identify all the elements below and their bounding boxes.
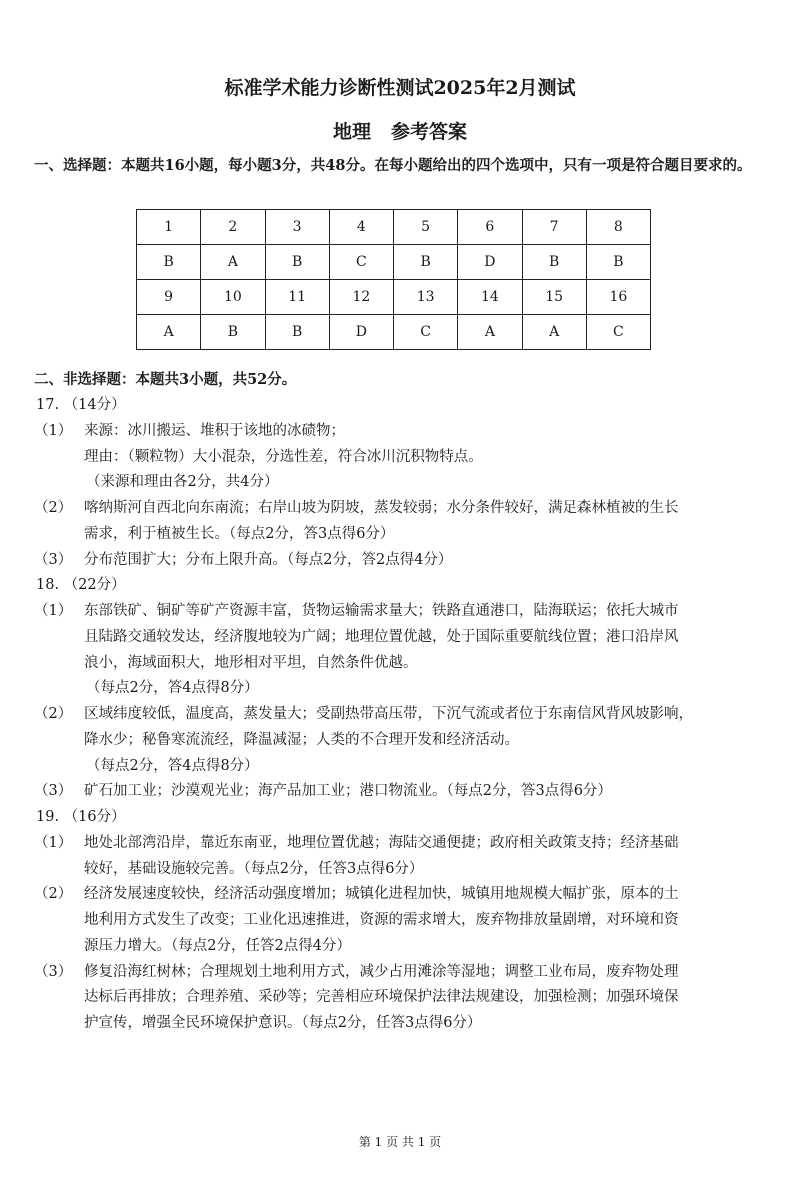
line-text: 达标后再排放；合理养殖、采砂等；完善相应环境保护法律法规建设，加强检测；加强环境保 [84, 989, 679, 1006]
answer-line [0, 1011, 800, 1037]
table-cell: 15 [522, 280, 586, 315]
subject-label: 地理 [332, 121, 371, 143]
line-text: 来源：冰川搬运、堆积于该地的冰碛物； [84, 422, 345, 439]
question-number-row [137, 210, 651, 245]
answer-line [0, 548, 800, 574]
line-text: 经济发展速度较快，经济活动强度增加；城镇化进程加快，城镇用地规模大幅扩张，原本的土 [84, 886, 679, 903]
table-cell: 14 [458, 280, 522, 315]
table-cell: 12 [329, 280, 393, 315]
answer-line [0, 496, 800, 522]
table-cell: B [137, 245, 201, 280]
table-cell: D [329, 315, 393, 350]
table-cell: B [394, 245, 458, 280]
table-cell: 1 [137, 210, 201, 245]
line-text: 矿石加工业；沙漠观光业；海产品加工业；港口物流业。（每点2分，答3点得6分） [84, 783, 612, 800]
document-title: 标准学术能力诊断性测试2025年2月测试 [224, 77, 576, 99]
sub-question-label: （2） [34, 706, 73, 722]
line-text: 需求，利于植被生长。（每点2分，答3点得6分） [84, 525, 395, 542]
answer-line [0, 676, 800, 702]
line-text: 理由：（颗粒物）大小混杂，分选性差，符合冰川沉积物特点。 [84, 448, 483, 465]
answer-line [0, 419, 800, 445]
table-cell: 11 [265, 280, 329, 315]
table-cell: B [586, 245, 650, 280]
answer-line [0, 960, 800, 986]
line-text: 18. （22分） [36, 577, 126, 594]
table-cell: D [458, 245, 522, 280]
line-text: 修复沿海红树林；合理规划土地利用方式，减少占用滩涂等湿地；调整工业布局，废弃物处理 [84, 963, 679, 980]
line-text: 喀纳斯河自西北向东南流；右岸山坡为阴坡，蒸发较弱；水分条件较好，满足森林植被的生长 [84, 500, 679, 516]
table-cell: 7 [522, 210, 586, 245]
sub-question-label: （3） [34, 783, 73, 800]
page-footer: 第 1 页 共 1 页 [358, 1135, 442, 1149]
answer-line [0, 470, 800, 496]
table-cell: 6 [458, 210, 522, 245]
table-cell: 3 [265, 210, 329, 245]
answer-body [0, 393, 800, 1037]
line-text: 东部铁矿、铜矿等矿产资源丰富，货物运输需求量大；铁路直通港口，陆海联运；依托大城市 [84, 603, 679, 619]
question-number-row [137, 280, 651, 315]
answer-key-label: 参考答案 [391, 121, 468, 143]
question-heading [0, 393, 800, 419]
sub-question-label: （3） [34, 551, 73, 568]
line-text: 17. （14分） [36, 397, 126, 413]
question-heading [0, 805, 800, 831]
answer-line [0, 522, 800, 548]
sub-question-label: （1） [34, 603, 73, 619]
line-text: 较好，基础设施较完善。（每点2分，任答3点得6分） [84, 860, 424, 877]
answer-line [0, 445, 800, 471]
line-text: 源压力增大。（每点2分，任答2点得4分） [84, 937, 351, 954]
table-cell: B [201, 315, 265, 350]
line-text: （每点2分，答4点得8分） [86, 680, 259, 697]
answer-line [0, 651, 800, 677]
table-cell: C [586, 315, 650, 350]
line-text: 19. （16分） [36, 809, 126, 825]
table-cell: A [522, 315, 586, 350]
sub-question-label: （2） [34, 500, 73, 516]
sub-question-label: （2） [34, 886, 73, 903]
question-heading [0, 573, 800, 599]
table-cell: C [329, 245, 393, 280]
table-cell: B [522, 245, 586, 280]
sub-question-label: （1） [34, 834, 73, 851]
answer-line [0, 599, 800, 625]
answer-row [137, 245, 651, 280]
document-subtitle [0, 117, 800, 144]
table-cell: 9 [137, 280, 201, 315]
sub-question-label: （3） [34, 963, 73, 980]
table-cell: A [137, 315, 201, 350]
table-cell: B [265, 315, 329, 350]
answer-line [0, 831, 800, 857]
line-text: （来源和理由各2分，共4分） [86, 474, 279, 491]
table-cell: C [394, 315, 458, 350]
table-cell: A [201, 245, 265, 280]
table-cell: B [265, 245, 329, 280]
line-text: 地处北部湾沿岸，靠近东南亚，地理位置优越；海陆交通便捷；政府相关政策支持；经济基础 [84, 834, 679, 851]
line-text: 区域纬度较低，温度高，蒸发量大；受副热带高压带，下沉气流或者位于东南信风背风坡影响， [84, 706, 693, 722]
line-text: 分布范围扩大；分布上限升高。（每点2分，答2点得4分） [84, 551, 453, 568]
table-cell: 8 [586, 210, 650, 245]
section-1-heading: 一、选择题：本题共16小题，每小题3分，共48分。在每小题给出的四个选项中，只有一项是符合题目要求的。 [34, 157, 752, 174]
answer-line [0, 779, 800, 805]
answer-row [137, 315, 651, 350]
line-text: 且陆路交通较发达，经济腹地较为广阔；地理位置优越，处于国际重要航线位置；港口沿岸风 [84, 628, 679, 645]
sub-question-label: （1） [34, 422, 73, 439]
line-text: 降水少；秘鲁寒流流经，降温减湿；人类的不合理开发和经济活动。 [84, 731, 519, 748]
table-cell: 13 [394, 280, 458, 315]
answer-table [136, 209, 651, 350]
answer-line [0, 728, 800, 754]
answer-line [0, 934, 800, 960]
line-text: 浪小，海域面积大，地形相对平坦，自然条件优越。 [84, 654, 418, 671]
section-2-heading: 二、非选择题：本题共3小题，共52分。 [34, 371, 297, 388]
table-cell: 4 [329, 210, 393, 245]
answer-line [0, 908, 800, 934]
answer-line [0, 985, 800, 1011]
answer-line [0, 625, 800, 651]
answer-line [0, 857, 800, 883]
table-cell: 16 [586, 280, 650, 315]
line-text: （每点2分，答4点得8分） [86, 757, 259, 774]
line-text: 地利用方式发生了改变；工业化迅速推进，资源的需求增大，废弃物排放量剧增，对环境和资 [84, 912, 679, 928]
answer-line [0, 882, 800, 908]
table-cell: 2 [201, 210, 265, 245]
table-cell: 10 [201, 280, 265, 315]
answer-line [0, 754, 800, 780]
answer-line [0, 702, 800, 728]
table-cell: 5 [394, 210, 458, 245]
line-text: 护宣传，增强全民环境保护意识。（每点2分，任答3点得6分） [84, 1015, 482, 1031]
table-cell: A [458, 315, 522, 350]
